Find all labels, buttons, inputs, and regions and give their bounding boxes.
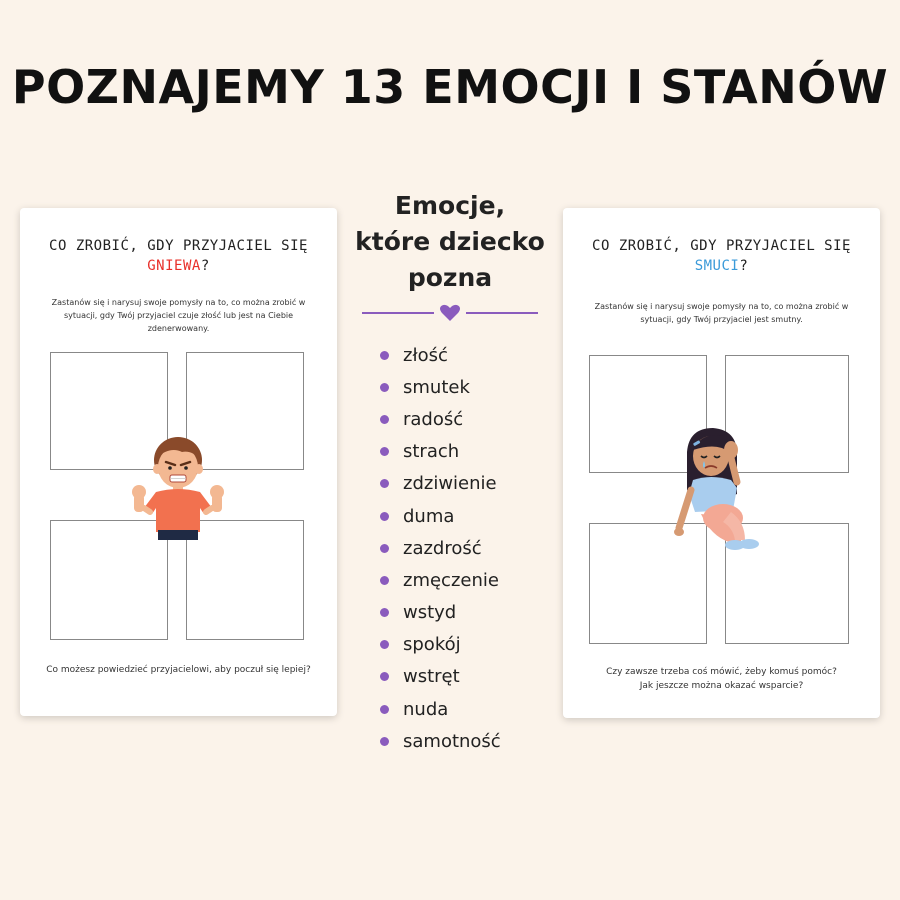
- heart-icon: [440, 305, 460, 321]
- bullet-icon: [380, 415, 389, 424]
- worksheet-title: [563, 236, 880, 276]
- emotion-label: radość: [403, 408, 464, 430]
- bullet-icon: [380, 544, 389, 553]
- worksheet-question-line: Co możesz powiedzieć przyjacielowi, aby poczuł się lepiej?: [46, 665, 311, 675]
- worksheet-title-suffix: ?: [739, 258, 749, 274]
- emotion-item: [380, 564, 501, 596]
- emotion-label: smutek: [403, 376, 470, 398]
- emotion-item: [380, 436, 501, 468]
- emotion-label: spokój: [403, 634, 461, 656]
- worksheet-title-prefix: CO ZROBIĆ, GDY PRZYJACIEL SIĘ: [592, 238, 851, 254]
- worksheet-title: [20, 236, 337, 276]
- emotions-heading-line: pozna: [407, 263, 493, 292]
- page-title: POZNAJEMY 13 EMOCJI I STANÓW: [11, 60, 889, 114]
- heart-divider: [362, 301, 538, 325]
- emotion-label: samotność: [403, 730, 501, 752]
- emotion-label: wstręt: [403, 666, 460, 688]
- emotion-label: złość: [403, 344, 448, 366]
- emotion-label: duma: [403, 505, 455, 527]
- emotion-label: wstyd: [403, 602, 457, 624]
- worksheet-angry-friend: [20, 208, 337, 716]
- emotion-item: [380, 693, 501, 725]
- emotion-item: [380, 500, 501, 532]
- emotion-item: [380, 597, 501, 629]
- angry-boy-illustration: [126, 430, 230, 544]
- worksheet-title-emotion: SMUCI: [694, 258, 740, 274]
- bullet-icon: [380, 672, 389, 681]
- emotion-item: [380, 468, 501, 500]
- bullet-icon: [380, 576, 389, 585]
- emotion-item: [380, 371, 501, 403]
- emotion-item: [380, 629, 501, 661]
- emotions-heading-line: Emocje,: [394, 191, 506, 220]
- worksheet-question-line: Czy zawsze trzeba coś mówić, żeby komuś pomóc?: [606, 667, 837, 677]
- worksheet-title-prefix: CO ZROBIĆ, GDY PRZYJACIEL SIĘ: [49, 238, 308, 254]
- emotion-item: [380, 725, 501, 757]
- emotion-item: [380, 532, 501, 564]
- emotions-heading: [350, 188, 550, 296]
- worksheet-question-line: Jak jeszcze można okazać wsparcie?: [639, 681, 804, 691]
- emotion-label: strach: [403, 441, 460, 463]
- worksheet-question: [573, 665, 870, 693]
- worksheet-instruction: Zastanów się i narysuj swoje pomysły na to, co można zrobić w sytuacji, gdy Twój przyjaciel czuje złość lub jest na Ciebie zdenerwowany.: [51, 298, 306, 333]
- emotion-item: [380, 403, 501, 435]
- emotion-list: [380, 339, 501, 757]
- bullet-icon: [380, 447, 389, 456]
- emotion-item: [380, 339, 501, 371]
- emotion-label: nuda: [403, 698, 449, 720]
- bullet-icon: [380, 351, 389, 360]
- emotion-item: [380, 661, 501, 693]
- sad-girl-illustration: [671, 424, 765, 556]
- worksheet-sad-friend: [563, 208, 880, 718]
- emotion-label: zmęczenie: [403, 569, 499, 591]
- bullet-icon: [380, 640, 389, 649]
- emotions-heading-line: które dziecko: [355, 227, 545, 256]
- worksheet-question: [30, 663, 327, 677]
- bullet-icon: [380, 705, 389, 714]
- worksheet-title-suffix: ?: [200, 258, 210, 274]
- bullet-icon: [380, 512, 389, 521]
- bullet-icon: [380, 608, 389, 617]
- worksheet-title-emotion: GNIEWA: [147, 258, 201, 274]
- emotion-label: zdziwienie: [403, 473, 497, 495]
- bullet-icon: [380, 383, 389, 392]
- worksheet-instruction: Zastanów się i narysuj swoje pomysły na to, co można zrobić w sytuacji, gdy Twój przyjaciel jest smutny.: [594, 302, 849, 324]
- bullet-icon: [380, 737, 389, 746]
- emotion-label: zazdrość: [403, 537, 482, 559]
- bullet-icon: [380, 479, 389, 488]
